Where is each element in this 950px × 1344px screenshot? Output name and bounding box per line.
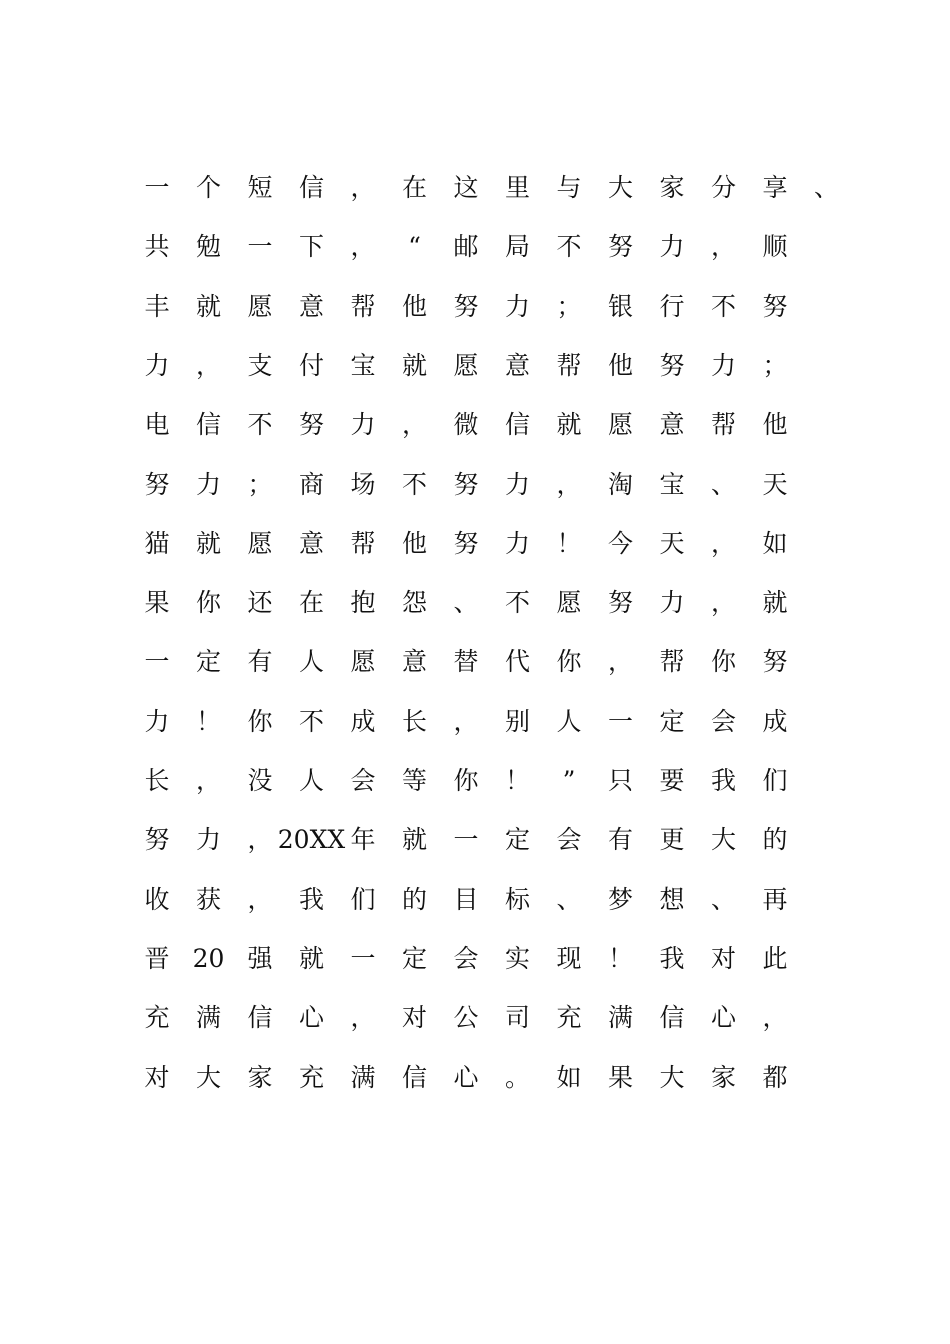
text-char: 信 [195, 410, 221, 440]
text-char: ， [247, 884, 273, 914]
text-char: ， [247, 825, 273, 855]
text-line [0, 761, 950, 801]
text-char: 获 [195, 884, 221, 914]
text-char: 意 [298, 291, 324, 321]
text-char: ； [247, 469, 273, 499]
text-char: 充 [556, 1003, 582, 1033]
text-char: 定 [195, 647, 221, 677]
text-char: 实 [504, 943, 530, 973]
text-char: 场 [350, 469, 376, 499]
text-char: 我 [659, 943, 685, 973]
text-char: 我 [710, 766, 736, 795]
text-char: ； [762, 350, 788, 380]
text-char: 充 [144, 1003, 170, 1033]
text-line [0, 227, 950, 267]
text-char: 、 [710, 469, 736, 499]
text-char: 一 [144, 647, 170, 677]
text-char: ， [762, 1003, 788, 1033]
text-char: 年 [350, 825, 376, 855]
text-char: 一 [144, 173, 170, 202]
text-char: 努 [762, 647, 788, 677]
text-char: ， [710, 528, 736, 558]
text-char: 行 [659, 291, 685, 321]
text-char: 想 [659, 884, 685, 914]
text-char: ” [562, 766, 576, 795]
text-char: 意 [504, 350, 530, 380]
text-char: 标 [504, 884, 530, 914]
text-char: ！ [556, 528, 582, 558]
text-char: 帮 [350, 528, 376, 558]
text-char: 共 [144, 232, 170, 262]
text-line [0, 168, 950, 208]
text-char: 大 [659, 1062, 685, 1092]
text-char: 就 [556, 410, 582, 440]
text-char: 你 [453, 766, 479, 795]
text-char: 目 [453, 884, 479, 914]
text-char: 现 [556, 943, 582, 973]
text-char: 他 [762, 410, 788, 440]
text-char: 愿 [247, 528, 273, 558]
text-char: 等 [401, 766, 427, 795]
text-char: 个 [195, 173, 221, 202]
text-char: 力 [350, 410, 376, 440]
text-char: 信 [247, 1003, 273, 1033]
text-char: 他 [401, 291, 427, 321]
text-char: 力 [504, 291, 530, 321]
text-char: 电 [144, 410, 170, 440]
text-char: 帮 [350, 291, 376, 321]
text-char: 天 [659, 528, 685, 558]
text-line [0, 405, 950, 445]
text-char: 力 [504, 528, 530, 558]
text-char: 家 [710, 1062, 736, 1092]
text-char: 努 [607, 588, 633, 618]
text-char: 你 [195, 588, 221, 618]
text-char: 果 [607, 1062, 633, 1092]
text-char: 充 [298, 1062, 324, 1092]
text-char: 就 [195, 528, 221, 558]
text-char: 付 [298, 350, 324, 380]
text-char: 人 [556, 706, 582, 736]
text-line [0, 465, 950, 505]
text-char: 努 [453, 469, 479, 499]
text-char: 分 [710, 173, 736, 202]
text-char: 果 [144, 588, 170, 618]
text-char: 定 [504, 825, 530, 855]
text-line [0, 702, 950, 742]
text-char: 定 [401, 943, 427, 973]
text-char: 们 [350, 884, 376, 914]
text-char: ， [350, 1003, 376, 1033]
text-char: ， [195, 350, 221, 380]
text-char: ， [453, 706, 479, 736]
text-line [0, 583, 950, 623]
text-char: 没 [247, 766, 273, 795]
text-char: 一 [350, 943, 376, 973]
text-char: 顺 [762, 232, 788, 262]
text-char: 成 [762, 706, 788, 736]
text-char: 定 [659, 706, 685, 736]
text-char: 享 [762, 173, 788, 202]
text-char: 满 [350, 1062, 376, 1092]
text-char: 满 [195, 1003, 221, 1033]
text-char: 淘 [607, 469, 633, 499]
text-char: ， [710, 588, 736, 618]
text-line [0, 998, 950, 1038]
text-char: 他 [607, 350, 633, 380]
text-char: 对 [401, 1003, 427, 1033]
text-char: 的 [401, 884, 427, 914]
text-char: 信 [298, 173, 324, 202]
text-line [0, 939, 950, 979]
text-char: 意 [659, 410, 685, 440]
text-char: 宝 [659, 469, 685, 499]
text-char: 大 [607, 173, 633, 202]
text-char: 人 [298, 647, 324, 677]
text-char: 愿 [453, 350, 479, 380]
text-char: 意 [298, 528, 324, 558]
text-char: 短 [247, 173, 273, 202]
text-char: 他 [401, 528, 427, 558]
text-line [0, 642, 950, 682]
text-char: 要 [659, 766, 685, 795]
text-line [0, 346, 950, 386]
text-line [0, 524, 950, 564]
text-char: 天 [762, 469, 788, 499]
text-char: 努 [144, 825, 170, 855]
text-char: 都 [762, 1062, 788, 1092]
text-char: 强 [247, 943, 273, 973]
text-char: 20XX [277, 825, 346, 855]
text-char: 努 [298, 410, 324, 440]
text-char: 心 [298, 1003, 324, 1033]
text-char: 如 [762, 528, 788, 558]
text-char: 力 [659, 588, 685, 618]
text-char: 你 [710, 647, 736, 677]
text-char: 一 [607, 706, 633, 736]
text-char: 愿 [607, 410, 633, 440]
text-char: ； [556, 291, 582, 321]
text-char: 心 [453, 1062, 479, 1092]
text-char: 里 [504, 173, 530, 202]
text-char: 努 [607, 232, 633, 262]
text-char: 抱 [350, 588, 376, 618]
text-char: 长 [144, 766, 170, 795]
text-char: 支 [247, 350, 273, 380]
text-char: 就 [401, 825, 427, 855]
text-char: 不 [504, 588, 530, 618]
text-char: 会 [350, 766, 376, 795]
text-char: 此 [762, 943, 788, 973]
text-char: ， [710, 232, 736, 262]
text-char: 就 [195, 291, 221, 321]
text-char: 对 [710, 943, 736, 973]
text-char: 还 [247, 588, 273, 618]
text-char: ， [350, 173, 376, 202]
text-char: 有 [607, 825, 633, 855]
text-char: 微 [453, 410, 479, 440]
text-char: 对 [144, 1062, 170, 1092]
text-char: 、 [813, 173, 839, 202]
text-char: 邮 [453, 232, 479, 262]
text-char: 家 [659, 173, 685, 202]
text-char: 在 [298, 588, 324, 618]
text-char: 替 [453, 647, 479, 677]
text-char: 别 [504, 706, 530, 736]
text-char: 司 [504, 1003, 530, 1033]
text-char: 就 [298, 943, 324, 973]
text-char: 愿 [247, 291, 273, 321]
text-char: 下 [298, 232, 324, 262]
text-char: 力 [144, 706, 170, 736]
text-char: 在 [401, 173, 427, 202]
text-char: 就 [401, 350, 427, 380]
text-char: 一 [453, 825, 479, 855]
text-char: 力 [659, 232, 685, 262]
text-char: 、 [710, 884, 736, 914]
text-char: 20 [192, 943, 225, 973]
text-char: 今 [607, 528, 633, 558]
text-char: 努 [659, 350, 685, 380]
text-char: 、 [556, 884, 582, 914]
text-line [0, 287, 950, 327]
text-char: ！ [195, 706, 221, 736]
text-char: 晋 [144, 943, 170, 973]
text-char: ， [607, 647, 633, 677]
text-char: ， [556, 469, 582, 499]
text-char: 力 [710, 350, 736, 380]
text-char: 、 [453, 588, 479, 618]
text-char: 会 [556, 825, 582, 855]
text-char: ， [195, 766, 221, 795]
text-char: 猫 [144, 528, 170, 558]
text-char: 长 [401, 706, 427, 736]
text-char: 银 [607, 291, 633, 321]
text-char: 信 [504, 410, 530, 440]
text-line [0, 1058, 950, 1098]
text-char: ， [401, 410, 427, 440]
text-char: 们 [762, 766, 788, 795]
text-char: 力 [504, 469, 530, 499]
text-char: 愿 [350, 647, 376, 677]
text-char: 信 [401, 1062, 427, 1092]
text-char: 宝 [350, 350, 376, 380]
text-char: 愿 [556, 588, 582, 618]
text-char: 满 [607, 1003, 633, 1033]
text-char: 梦 [607, 884, 633, 914]
text-char: 会 [453, 943, 479, 973]
text-char: 努 [144, 469, 170, 499]
text-char: 有 [247, 647, 273, 677]
text-char: 信 [659, 1003, 685, 1033]
text-char: 力 [195, 469, 221, 499]
text-char: 如 [556, 1062, 582, 1092]
text-char: 再 [762, 884, 788, 914]
text-char: “ [408, 232, 421, 262]
text-char: 公 [453, 1003, 479, 1033]
text-char: 不 [247, 410, 273, 440]
text-char: 怨 [401, 588, 427, 618]
text-char: 大 [195, 1062, 221, 1092]
text-char: ， [350, 232, 376, 262]
text-char: 帮 [556, 350, 582, 380]
text-char: 心 [710, 1003, 736, 1033]
text-char: 代 [504, 647, 530, 677]
text-char: 努 [453, 291, 479, 321]
text-char: 不 [556, 232, 582, 262]
text-char: 商 [298, 469, 324, 499]
text-char: 成 [350, 706, 376, 736]
text-char: ！ [504, 766, 530, 795]
text-char: 力 [144, 350, 170, 380]
text-char: 努 [762, 291, 788, 321]
text-char: 不 [298, 706, 324, 736]
text-char: 你 [247, 706, 273, 736]
text-char: 更 [659, 825, 685, 855]
text-char: 不 [401, 469, 427, 499]
text-char: 会 [710, 706, 736, 736]
text-char: 大 [710, 825, 736, 855]
text-line [0, 880, 950, 920]
text-char: 不 [710, 291, 736, 321]
text-char: 帮 [659, 647, 685, 677]
text-char: 努 [453, 528, 479, 558]
text-char: 我 [298, 884, 324, 914]
text-char: 一 [247, 232, 273, 262]
text-char: 勉 [195, 232, 221, 262]
text-char: 帮 [710, 410, 736, 440]
text-line [0, 820, 950, 860]
text-char: 的 [762, 825, 788, 855]
text-char: 力 [195, 825, 221, 855]
text-char: 就 [762, 588, 788, 618]
text-char: 这 [453, 173, 479, 202]
text-char: 意 [401, 647, 427, 677]
text-char: 。 [504, 1062, 530, 1092]
text-char: ！ [607, 943, 633, 973]
text-char: 收 [144, 884, 170, 914]
text-char: 只 [607, 766, 633, 795]
text-char: 家 [247, 1062, 273, 1092]
text-char: 与 [556, 173, 582, 202]
text-char: 人 [298, 766, 324, 795]
text-char: 丰 [144, 291, 170, 321]
text-char: 局 [504, 232, 530, 262]
text-char: 你 [556, 647, 582, 677]
